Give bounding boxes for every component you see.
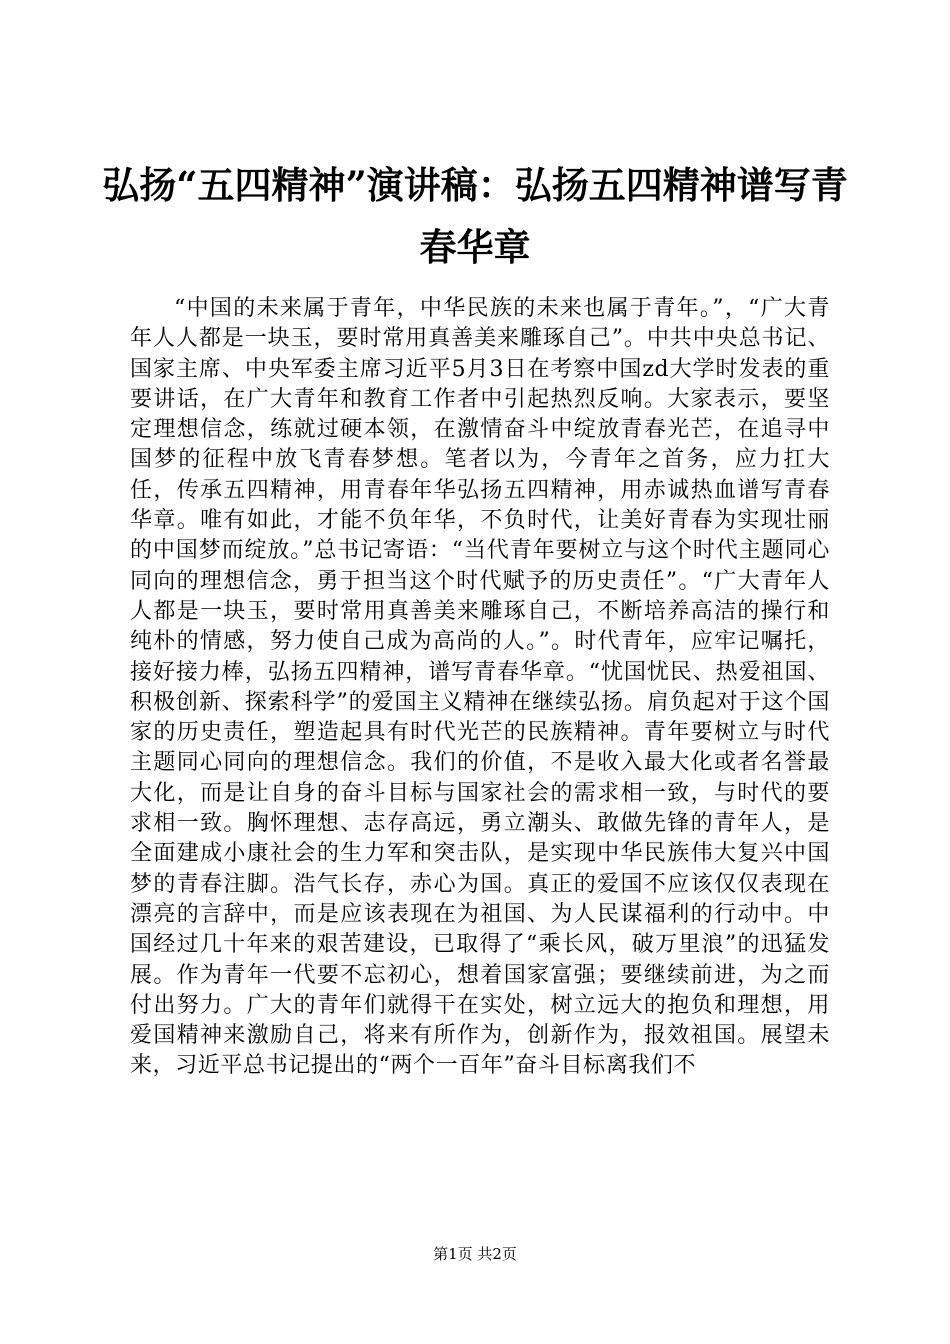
document-title: 弘扬“五四精神”演讲稿：弘扬五四精神谱写青春华章 — [102, 163, 848, 269]
page-footer: 第1页 共2页 — [433, 1245, 517, 1263]
document-body: “中国的未来属于青年，中华民族的未来也属于青年。”，“广大青年人人都是一块玉，要时常用真善美来雕琢自己”。中共中央总书记、国家主席、中央军委主席习近平5月3日在考察中国zd大学时发表的重要讲话，在广大青年和教育工作者中引起热烈反响。大家表示，要坚定理想信念，练就过硬本领，在激情奋斗中绽放青春光芒，在追寻中国梦的征程中放飞青春梦想。笔者以为，今青年之首务，应力扛大任，传承五四精神，用青春年华弘扬五四精神，用赤诚热血谱写青春华章。唯有如此，才能不负年华，不负时代，让美好青春为实现壮丽的中国梦而绽放。”总书记寄语：“当代青年要树立与这个时代主题同心同向的理想信念，勇于担当这个时代赋予的历史责任”。“广大青年人人都是一块玉，要时常用真善美来雕琢自己，不断培养高洁的操行和纯朴的情感，努力使自己成为高尚的人。”。时代青年，应牢记嘱托，接好接力棒，弘扬五四精神，谱写青春华章。“忧国忧民、热爱祖国、积极创新、探索科学”的爱国主义精神在继续弘扬。肩负起对于这个国家的历史责任，塑造起具有时代光芒的民族精神。青年要树立与时代主题同心同向的理想信念。我们的价值，不是收入最大化或者名誉最大化，而是让自身的奋斗目标与国家社会的需求相一致，与时代的要求相一致。胸怀理想、志存高远，勇立潮头、敢做先锋的青年人，是全面建成小康社会的生力军和突击队，是实现中华民族伟大复兴中国梦的青春注脚。浩气长存，赤心为国。真正的爱国不应该仅仅表现在漂亮的言辞中，而是应该表现在为祖国、为人民谋福利的行动中。中国经过几十年来的艰苦建设，已取得了“乘长风，破万里浪”的迅猛发展。作为青年一代要不忘初心，想着国家富强；要继续前进，为之而付出努力。广大的青年们就得干在实处，树立远大的抱负和理想，用爱国精神来激励自己，将来有所作为，创新作为，报效祖国。展望未来，习近平总书记提出的“两个一百年”奋斗目标离我们不 — [130, 296, 830, 1079]
